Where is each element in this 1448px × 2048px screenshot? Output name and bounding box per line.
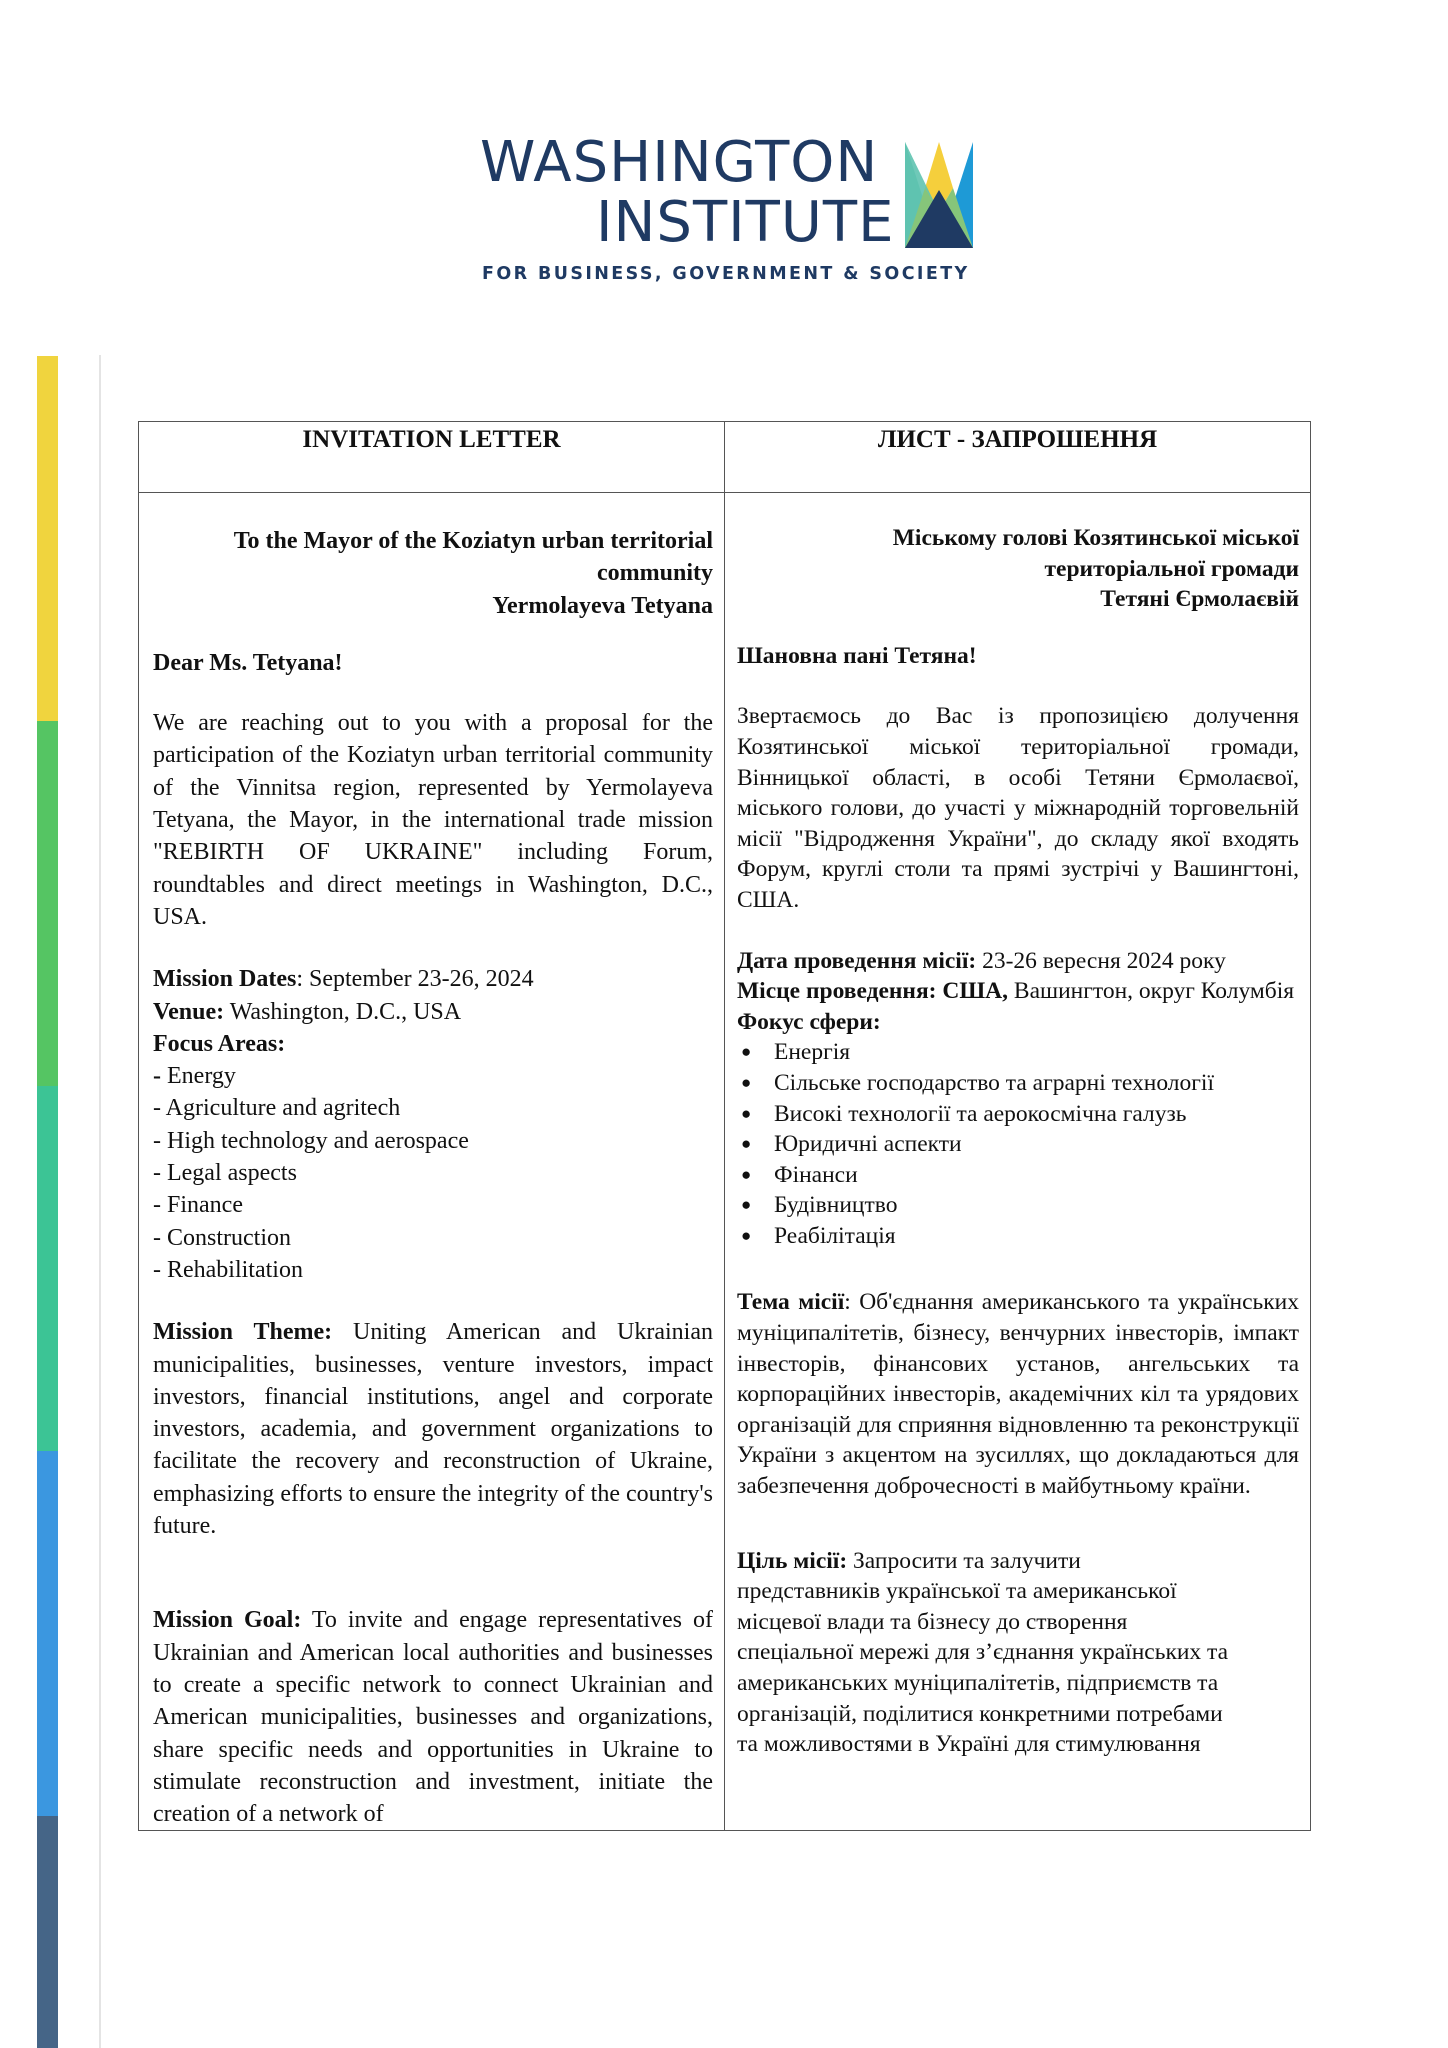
ukrainian-mission-theme <box>737 1287 1299 1501</box>
english-recipient-address <box>153 525 713 622</box>
english-salutation: Dear Ms. Tetyana! <box>153 649 343 676</box>
goal-line: організацій, поділитися конкретними потребами <box>737 1700 1223 1727</box>
venue-label: Місце проведення: <box>737 978 937 1005</box>
address-line: Міському голові Козятинської міської <box>892 525 1299 551</box>
list-item: - High technology and aerospace <box>153 1127 469 1154</box>
address-line: To the Mayor of the Koziatyn urban territorial <box>233 528 713 554</box>
mission-dates-label: Дата проведення місії: <box>737 947 977 974</box>
english-mission-theme <box>153 1316 713 1542</box>
mission-dates-label: Mission Dates <box>153 966 297 993</box>
mission-theme-text: Uniting American and Ukrainian municipalities, businesses, venture investors, impact investors, financial institutions, angel and corporate investors, academia, and government organizations to facilitate the recovery and reconstruction of Ukraine, emphasizing efforts to ensure the integrity of the country's future. <box>153 1319 713 1540</box>
focus-areas-label: Focus Areas: <box>153 1030 286 1057</box>
list-item: ● Високі технології та аерокосмічна галузь <box>737 1099 1299 1130</box>
ukrainian-header-cell <box>725 422 1311 493</box>
invitation-letter-table <box>138 421 1311 1831</box>
goal-text: Запросити та залучити <box>847 1547 1081 1574</box>
ukrainian-body-cell <box>725 493 1311 1831</box>
goal-line: спеціальної мережі для з’єднання українських та <box>737 1639 1229 1666</box>
list-item: - Construction <box>153 1224 291 1251</box>
list-item: - Legal aspects <box>153 1160 297 1187</box>
mission-dates <box>737 946 1299 977</box>
list-item <box>153 1060 713 1092</box>
mission-theme-text: : Об'єднання американського та українських муніципалітетів, бізнесу, венчурних інвесторів, імпакт інвесторів, фінансових установ, ангельських та корпораційних інвесторів, академічних кіл та урядових організацій для сприяння відновленню та реконструкції України з акцентом на зусиллях, що докладаються для забезпечення доброчесності в майбутньому країни. <box>737 1289 1299 1500</box>
list-item: - Finance <box>153 1192 243 1219</box>
side-color-bar <box>37 356 58 2048</box>
english-header-cell <box>139 422 725 493</box>
focus-areas-label: Фокус сфери: <box>737 1008 881 1035</box>
venue-label: Venue: <box>153 998 225 1025</box>
mission-theme-label: Mission Theme: <box>153 1319 333 1346</box>
address-line: Тетяні Єрмолаєвій <box>1100 586 1299 613</box>
address-line: територіальної громади <box>1044 555 1299 582</box>
washington-institute-logo <box>480 132 980 292</box>
side-bar-segment-blue <box>37 1451 58 1816</box>
list-item: ● Сільське господарство та аграрні технології <box>737 1068 1299 1099</box>
list-item: ● Будівництво <box>737 1190 1299 1221</box>
side-divider-line <box>99 355 101 2048</box>
logo-tagline: FOR BUSINESS, GOVERNMENT & SOCIETY <box>482 264 970 284</box>
ukrainian-mission-details <box>737 946 1299 1252</box>
mission-goal-label: Mission Goal: <box>153 1607 302 1634</box>
ukrainian-recipient-address <box>737 523 1299 615</box>
english-body-cell <box>139 493 725 1831</box>
list-item: ● Реабілітація <box>737 1221 1299 1252</box>
focus-areas-list <box>737 1037 1299 1251</box>
side-bar-segment-yellow <box>37 356 58 721</box>
logo-wordmark-line2: INSTITUTE <box>596 190 895 255</box>
venue-value: Washington, D.C., USA <box>224 998 462 1025</box>
ukrainian-intro-paragraph: Звертаємось до Вас із пропозицією долучення Козятинської міської територіальної громади, Вінницької області, в особі Тетяни Єрмолаєвої, міського голови, до участі у міжнародній торговельній місії "Відродження України", до складу якої входять Форум, круглі столи та прямі зустрічі у Вашингтоні, США. <box>737 703 1299 913</box>
ukrainian-salutation: Шановна пані Тетяна! <box>737 642 977 669</box>
side-bar-segment-teal <box>37 1086 58 1451</box>
side-bar-segment-slate <box>37 1816 58 2048</box>
mission-dates-value: 23-26 вересня 2024 року <box>976 947 1226 974</box>
english-mission-details <box>153 963 713 1286</box>
english-title: INVITATION LETTER <box>302 426 561 453</box>
english-intro-paragraph: We are reaching out to you with a proposal for the participation of the Koziatyn urban territorial community of the Vinnitsa region, represented by Yermolayeva Tetyana, the Mayor, in the international trade mission "REBIRTH OF UKRAINE" including Forum, roundtables and direct meetings in Washington, D.C., USA. <box>153 710 713 930</box>
list-item-text: Energy <box>167 1063 236 1090</box>
mission-dates <box>153 963 713 995</box>
goal-line: представників української та американської <box>737 1578 1177 1605</box>
venue <box>737 976 1299 1007</box>
ukrainian-title: ЛИСТ - ЗАПРОШЕННЯ <box>877 426 1158 453</box>
address-line: community <box>597 560 713 587</box>
focus-areas-list <box>153 1060 713 1286</box>
english-mission-goal <box>153 1604 713 1830</box>
goal-line <box>737 1546 1299 1577</box>
goal-line: американських муніципалітетів, підприємств та <box>737 1670 1219 1696</box>
list-item: ● Фінанси <box>737 1160 1299 1191</box>
logo-wordmark-line1: WASHINGTON <box>480 130 879 195</box>
mission-theme-label: Тема місії <box>737 1289 845 1316</box>
goal-line: місцевої влади та бізнесу до створення <box>737 1608 1128 1635</box>
ukrainian-mission-goal <box>737 1546 1299 1760</box>
mission-goal-text: To invite and engage representatives of Ukrainian and American local authorities and businesses to create a specific network to connect Ukrainian and American municipalities, businesses and organizations, share specific needs and opportunities in Ukraine to stimulate reconstruction and investment, initiate the creation of a network of <box>153 1607 714 1828</box>
list-item: ● Енергія <box>737 1037 1299 1068</box>
list-item: - Agriculture and agritech <box>153 1095 401 1122</box>
venue-country: США, <box>936 978 1009 1005</box>
venue-value: Вашингтон, округ Колумбія <box>1008 978 1295 1005</box>
goal-line: та можливостями в Україні для стимулювання <box>737 1731 1201 1758</box>
list-dash: - <box>153 1063 167 1090</box>
logo-mountain-icon <box>905 142 973 248</box>
venue <box>153 996 713 1028</box>
side-bar-segment-green <box>37 721 58 1086</box>
mission-dates-value: : September 23-26, 2024 <box>296 966 534 993</box>
list-item: ● Юридичні аспекти <box>737 1129 1299 1160</box>
address-line: Yermolayeva Tetyana <box>492 592 713 619</box>
list-item: - Rehabilitation <box>153 1256 303 1283</box>
mission-goal-label: Ціль місії: <box>737 1547 848 1574</box>
